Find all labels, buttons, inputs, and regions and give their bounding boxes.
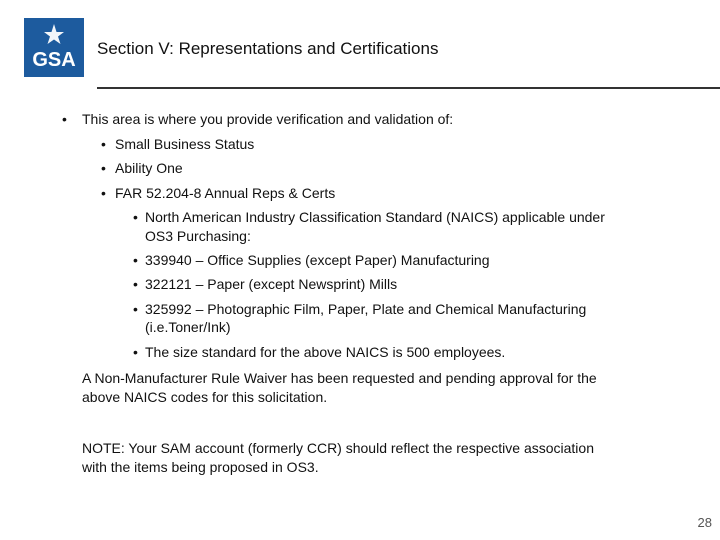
- naics-code-339940: 339940 – Office Supplies (except Paper) Manufacturing: [145, 252, 490, 268]
- naics-code-322121: 322121 – Paper (except Newsprint) Mills: [145, 276, 398, 292]
- intro-text: This area is where you provide verification and validation of:: [82, 111, 454, 127]
- waiver-line-1: A Non-Manufacturer Rule Waiver has been requested and pending approval for the: [82, 370, 597, 386]
- bullet-l2: •: [101, 160, 106, 176]
- header-divider: [97, 87, 720, 89]
- naics-line-1: North American Industry Classification Standard (NAICS) applicable under: [145, 209, 605, 225]
- page-number: 28: [697, 515, 712, 530]
- bullet-l1: •: [62, 111, 67, 127]
- bullet-l2: •: [101, 185, 106, 201]
- gsa-logo: [24, 18, 84, 77]
- bullet-l3: •: [133, 344, 138, 360]
- size-standard: The size standard for the above NAICS is 500 employees.: [145, 344, 506, 360]
- note-line-1: NOTE: Your SAM account (formerly CCR) should reflect the respective association: [82, 440, 594, 456]
- naics-line-2: OS3 Purchasing:: [145, 228, 251, 244]
- naics-code-325992-line-1: 325992 – Photographic Film, Paper, Plate and Chemical Manufacturing: [145, 301, 587, 317]
- bullet-l2: •: [101, 136, 106, 152]
- bullet-l3: •: [133, 301, 138, 317]
- bullet-l3: •: [133, 252, 138, 268]
- naics-code-325992-line-2: (i.e.Toner/Ink): [145, 319, 231, 335]
- page-title: Section V: Representations and Certifications: [97, 39, 439, 58]
- gsa-logo-mark: [24, 18, 84, 77]
- bullet-l3: •: [133, 209, 138, 225]
- list-item-far: FAR 52.204-8 Annual Reps & Certs: [115, 185, 336, 201]
- waiver-line-2: above NAICS codes for this solicitation.: [82, 389, 328, 405]
- note-line-2: with the items being proposed in OS3.: [82, 459, 319, 475]
- list-item-small-business: Small Business Status: [115, 136, 255, 152]
- bullet-l3: •: [133, 276, 138, 292]
- gsa-logo-text: GSA: [32, 49, 76, 71]
- list-item-ability-one: Ability One: [115, 160, 183, 176]
